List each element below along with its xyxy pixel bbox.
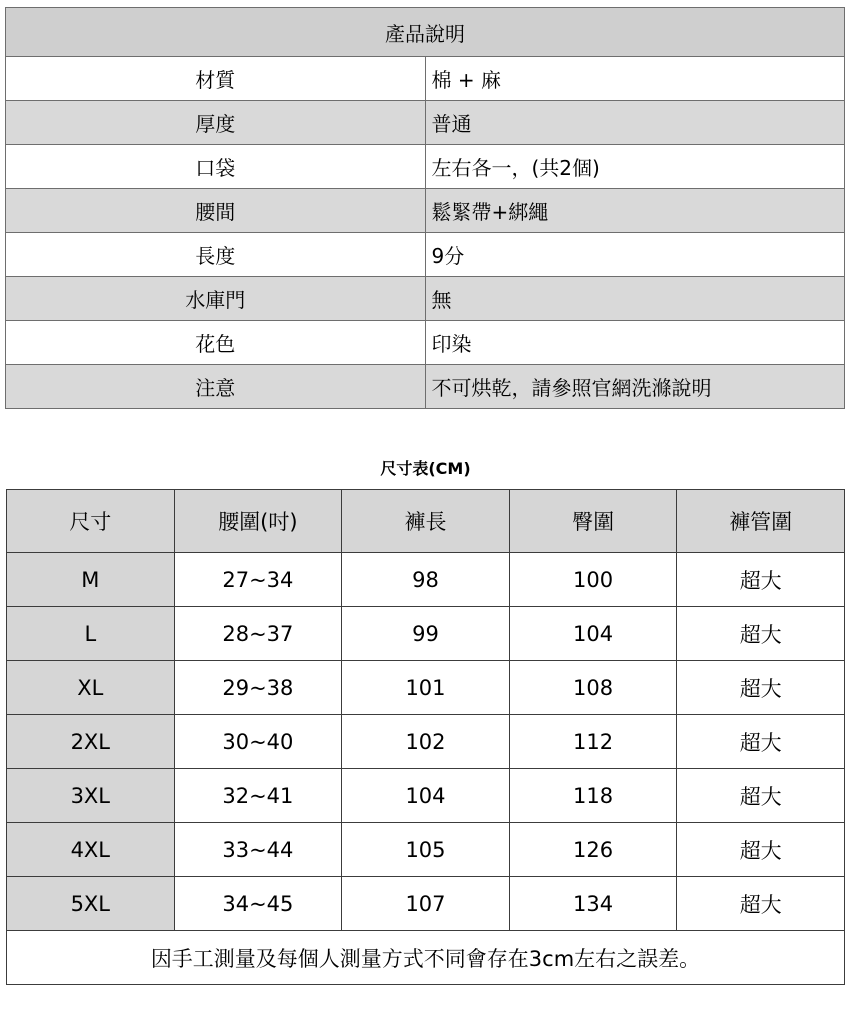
desc-label: 厚度: [6, 101, 426, 145]
column-header: 褲長: [342, 490, 510, 553]
hip-cell: 118: [509, 769, 677, 823]
desc-label: 長度: [6, 233, 426, 277]
hip-cell: 134: [509, 877, 677, 931]
waist-cell: 30~40: [174, 715, 342, 769]
desc-value: 印染: [425, 321, 845, 365]
leg-opening-cell: 超大: [677, 553, 845, 607]
size-row: [7, 877, 845, 931]
desc-label: 花色: [6, 321, 426, 365]
desc-row-material: [6, 57, 845, 101]
leg-opening-cell: 超大: [677, 769, 845, 823]
desc-value: 9分: [425, 233, 845, 277]
leg-opening-cell: 超大: [677, 661, 845, 715]
desc-value: 左右各一，(共2個): [425, 145, 845, 189]
size-row: [7, 769, 845, 823]
size-chart-note-row: [7, 931, 845, 985]
desc-row-caution: [6, 365, 845, 409]
column-header: 褲管圍: [677, 490, 845, 553]
leg-opening-cell: 超大: [677, 607, 845, 661]
product-description-header: [6, 8, 845, 57]
leg-opening-cell: 超大: [677, 877, 845, 931]
waist-cell: 32~41: [174, 769, 342, 823]
size-row: [7, 553, 845, 607]
hip-cell: 104: [509, 607, 677, 661]
product-description-table: [5, 7, 845, 409]
desc-value: 無: [425, 277, 845, 321]
size-chart-header-row: [7, 490, 845, 553]
desc-row-length: [6, 233, 845, 277]
waist-cell: 33~44: [174, 823, 342, 877]
column-header: 臀圍: [509, 490, 677, 553]
size-row: [7, 661, 845, 715]
size-cell: M: [7, 553, 175, 607]
waist-cell: 34~45: [174, 877, 342, 931]
measurement-note: 因手工測量及每個人測量方式不同會存在3cm左右之誤差。: [7, 931, 845, 985]
pants-length-cell: 104: [342, 769, 510, 823]
size-cell: 5XL: [7, 877, 175, 931]
hip-cell: 108: [509, 661, 677, 715]
pants-length-cell: 102: [342, 715, 510, 769]
desc-value: 不可烘乾，請參照官網洗滌說明: [425, 365, 845, 409]
leg-opening-cell: 超大: [677, 823, 845, 877]
waist-cell: 27~34: [174, 553, 342, 607]
hip-cell: 112: [509, 715, 677, 769]
column-header: 腰圍(吋): [174, 490, 342, 553]
product-description-title: 產品說明: [6, 8, 845, 57]
desc-row-pattern: [6, 321, 845, 365]
leg-opening-cell: 超大: [677, 715, 845, 769]
size-cell: 4XL: [7, 823, 175, 877]
desc-value: 普通: [425, 101, 845, 145]
desc-label: 水庫門: [6, 277, 426, 321]
hip-cell: 126: [509, 823, 677, 877]
waist-cell: 28~37: [174, 607, 342, 661]
desc-row-waist: [6, 189, 845, 233]
pants-length-cell: 99: [342, 607, 510, 661]
size-row: [7, 823, 845, 877]
size-cell: XL: [7, 661, 175, 715]
size-row: [7, 715, 845, 769]
size-chart-table: [6, 489, 845, 985]
desc-label: 口袋: [6, 145, 426, 189]
column-header: 尺寸: [7, 490, 175, 553]
size-chart-title: 尺寸表(CM): [380, 459, 471, 478]
desc-value: 鬆緊帶+綁繩: [425, 189, 845, 233]
size-cell: 3XL: [7, 769, 175, 823]
size-row: [7, 607, 845, 661]
pants-length-cell: 101: [342, 661, 510, 715]
pants-length-cell: 107: [342, 877, 510, 931]
desc-value: 棉 + 麻: [425, 57, 845, 101]
desc-row-fly: [6, 277, 845, 321]
desc-row-thickness: [6, 101, 845, 145]
desc-label: 腰間: [6, 189, 426, 233]
waist-cell: 29~38: [174, 661, 342, 715]
size-cell: L: [7, 607, 175, 661]
hip-cell: 100: [509, 553, 677, 607]
pants-length-cell: 98: [342, 553, 510, 607]
desc-row-pocket: [6, 145, 845, 189]
desc-label: 注意: [6, 365, 426, 409]
size-cell: 2XL: [7, 715, 175, 769]
pants-length-cell: 105: [342, 823, 510, 877]
desc-label: 材質: [6, 57, 426, 101]
